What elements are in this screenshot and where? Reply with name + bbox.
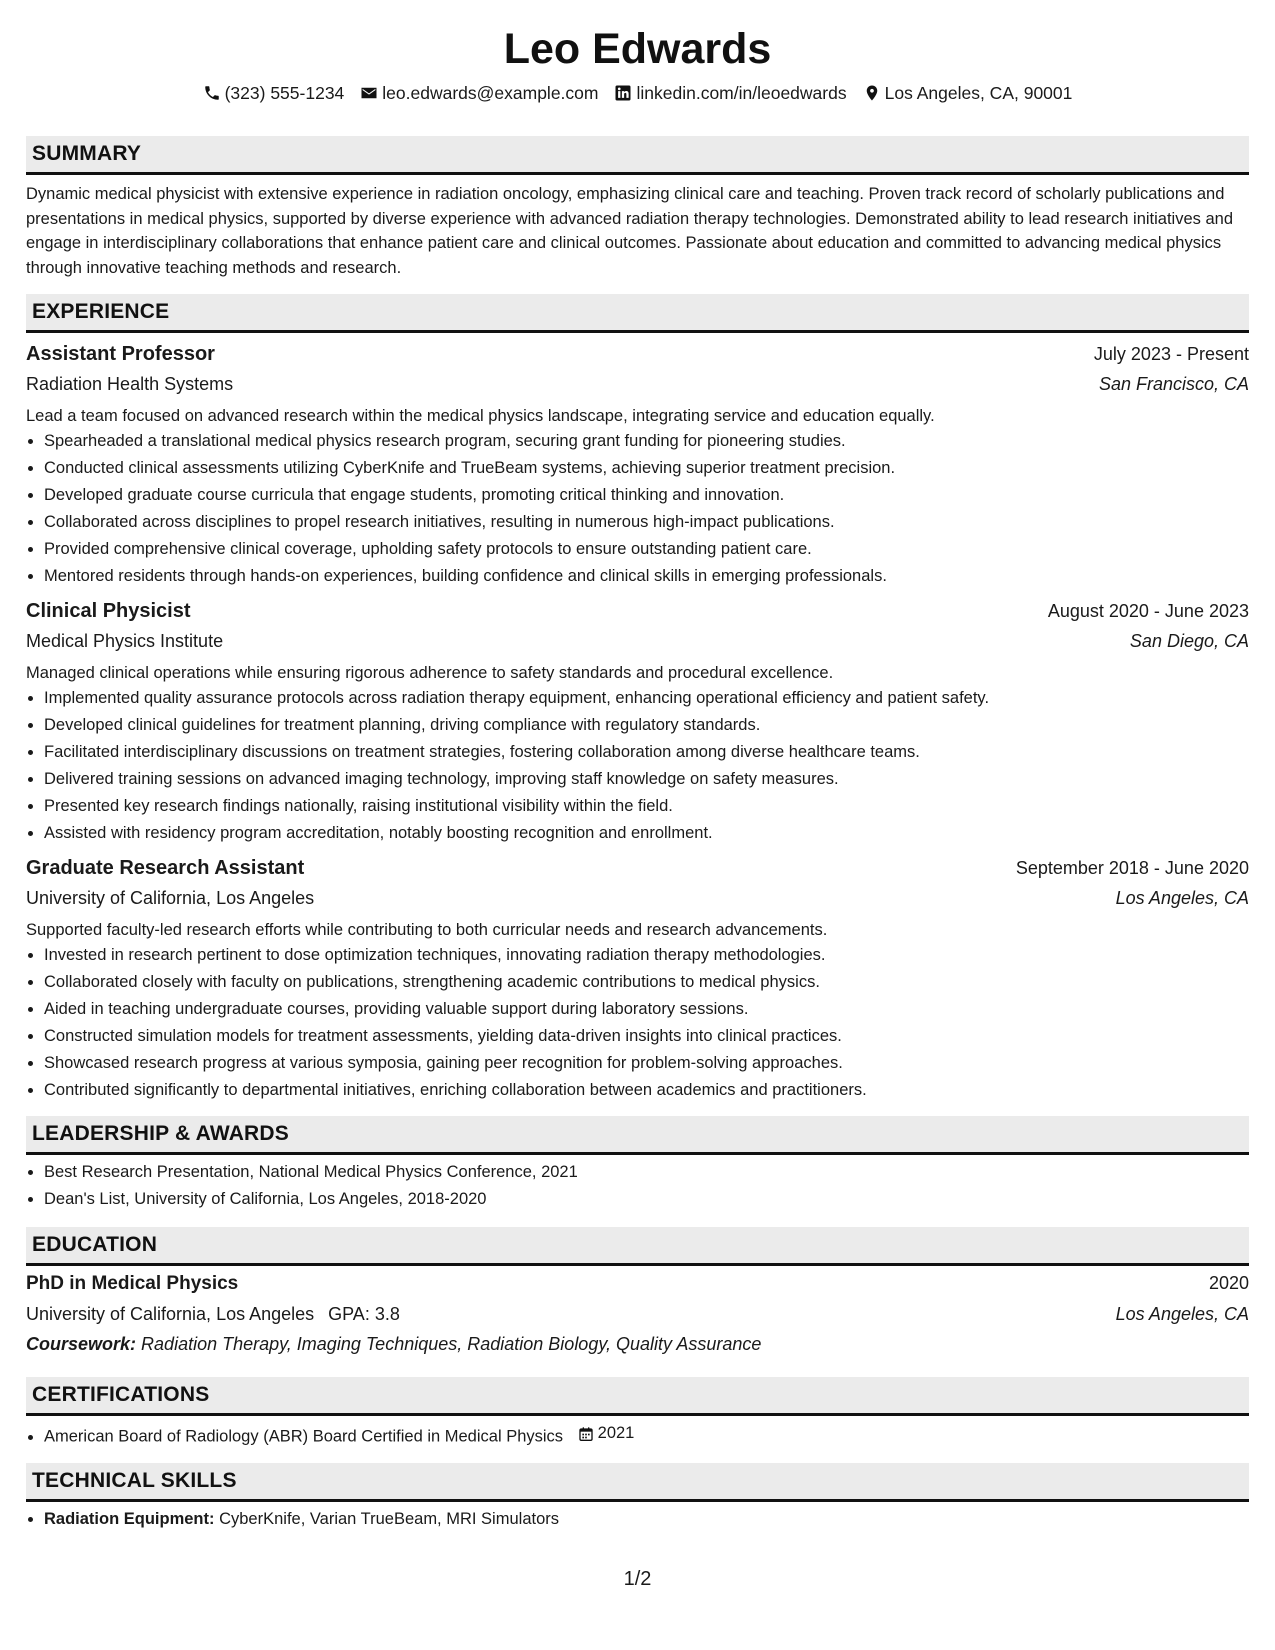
list-item — [44, 1420, 1249, 1451]
job-organization: Radiation Health Systems — [26, 374, 234, 394]
page-number: 1/2 — [623, 1568, 652, 1590]
phone-number: (323) 555-1234 — [224, 83, 345, 103]
job-dates: July 2023 - Present — [1093, 344, 1249, 364]
degree-title: PhD in Medical Physics — [26, 1273, 239, 1294]
email-address: leo.edwards@example.com — [382, 83, 599, 103]
envelope-icon — [360, 84, 378, 102]
skills-list — [26, 1506, 1249, 1533]
job-org-row — [26, 626, 1249, 656]
list-item: • Invested in research pertinent to dose optimization techniques, innovating radiation therapy methodologies. — [44, 942, 1249, 969]
experience-heading: EXPERIENCE — [26, 294, 1249, 333]
candidate-name: Leo Edwards — [503, 25, 772, 73]
contact-location — [863, 82, 1073, 104]
school-name: University of California, Los Angeles — [26, 1304, 315, 1324]
education-entry — [26, 1268, 1249, 1359]
school-row — [26, 1299, 1249, 1329]
leadership-list — [26, 1159, 1249, 1213]
job-entry — [26, 339, 1249, 590]
leadership-heading: LEADERSHIP & AWARDS — [26, 1116, 1249, 1155]
job-org-row — [26, 883, 1249, 913]
list-item: • Provided comprehensive clinical coverage, upholding safety protocols to ensure outstanding patient care. — [44, 536, 1249, 563]
job-bullets — [26, 942, 1249, 1104]
job-entry — [26, 596, 1249, 847]
linkedin-url: linkedin.com/in/leoedwards — [636, 83, 847, 103]
list-item: • Developed clinical guidelines for treatment planning, driving compliance with regulatory standards. — [44, 712, 1249, 739]
job-dates: September 2018 - June 2020 — [1015, 858, 1249, 878]
resume-page — [26, 26, 1249, 1533]
list-item: • Collaborated across disciplines to propel research initiatives, resulting in numerous high-impact publications. — [44, 509, 1249, 536]
contact-bar — [26, 82, 1249, 104]
list-item: • Presented key research findings nationally, raising institutional visibility within the field. — [44, 793, 1249, 820]
job-location: San Francisco, CA — [1098, 374, 1249, 394]
education-heading: EDUCATION — [26, 1227, 1249, 1266]
list-item: • Delivered training sessions on advanced imaging technology, improving staff knowledge on safety measures. — [44, 766, 1249, 793]
list-item: • Assisted with residency program accreditation, notably boosting recognition and enrollment. — [44, 820, 1249, 847]
linkedin-icon — [614, 84, 632, 102]
certification-name: American Board of Radiology (ABR) Board Certified in Medical Physics — [44, 1427, 564, 1446]
job-title: Assistant Professor — [26, 343, 215, 365]
summary-heading: SUMMARY — [26, 136, 1249, 175]
job-description: Managed clinical operations while ensuring rigorous adherence to safety standards and procedural excellence. — [26, 664, 834, 682]
job-title: Graduate Research Assistant — [26, 857, 305, 879]
list-item: • Spearheaded a translational medical physics research program, securing grant funding for pioneering studies. — [44, 428, 1249, 455]
list-item: • Collaborated closely with faculty on publications, strengthening academic contributions to medical physics. — [44, 969, 1249, 996]
list-item — [44, 1506, 1249, 1533]
job-title-row — [26, 596, 1249, 626]
contact-phone — [203, 82, 345, 104]
job-bullets — [26, 428, 1249, 590]
school-location: Los Angeles, CA — [1115, 1304, 1249, 1324]
list-item: • Conducted clinical assessments utilizing CyberKnife and TrueBeam systems, achieving superior treatment precision. — [44, 455, 1249, 482]
list-item: • Implemented quality assurance protocols across radiation therapy equipment, enhancing operational efficiency and patient safety. — [44, 685, 1249, 712]
contact-linkedin[interactable] — [614, 82, 846, 104]
job-dates: August 2020 - June 2023 — [1047, 601, 1249, 621]
job-bullets — [26, 685, 1249, 847]
certification-date — [578, 1420, 635, 1447]
job-location: Los Angeles, CA — [1115, 888, 1249, 908]
job-location: San Diego, CA — [1129, 631, 1249, 651]
phone-icon — [203, 84, 221, 102]
summary-text: Dynamic medical physicist with extensive experience in radiation oncology, emphasizing clinical care and teaching. Proven track record of scholarly publications and presentations in medical physics, supported by diverse experience with advanced radiation therapy technologies. Demonstrated ability to lead research initiatives and engage in interdisciplinary collaborations that enhance patient care and clinical outcomes. Passionate about education and committed to advancing medical physics through innovative teaching methods and research. — [26, 185, 1234, 277]
certifications-list — [26, 1420, 1249, 1451]
certification-year: 2021 — [597, 1424, 635, 1442]
degree-year: 2020 — [1208, 1273, 1249, 1293]
job-title-row — [26, 339, 1249, 369]
list-item: • Constructed simulation models for treatment assessments, yielding data-driven insights into clinical practices. — [44, 1023, 1249, 1050]
skills-heading: TECHNICAL SKILLS — [26, 1463, 1249, 1502]
coursework-label: Coursework: — [26, 1334, 137, 1354]
skill-values: CyberKnife, Varian TrueBeam, MRI Simulators — [219, 1509, 559, 1528]
contact-email[interactable] — [360, 82, 598, 104]
calendar-icon — [578, 1426, 594, 1442]
degree-row — [26, 1268, 1249, 1299]
skill-label: Radiation Equipment: — [44, 1509, 215, 1528]
list-item: • Aided in teaching undergraduate courses, providing valuable support during laboratory sessions. — [44, 996, 1249, 1023]
job-description: Supported faculty-led research efforts while contributing to both curricular needs and research advancements. — [26, 921, 828, 939]
list-item: • Developed graduate course curricula that engage students, promoting critical thinking and innovation. — [44, 482, 1249, 509]
job-org-row — [26, 369, 1249, 399]
gpa: GPA: 3.8 — [328, 1304, 400, 1324]
certifications-heading: CERTIFICATIONS — [26, 1377, 1249, 1416]
list-item: • Best Research Presentation, National Medical Physics Conference, 2021 — [44, 1159, 1249, 1186]
job-title: Clinical Physicist — [26, 600, 191, 622]
location-text: Los Angeles, CA, 90001 — [884, 83, 1073, 103]
coursework — [26, 1329, 1249, 1359]
job-description: Lead a team focused on advanced research within the medical physics landscape, integrating service and education equally. — [26, 407, 935, 425]
list-item: • Dean's List, University of California, Los Angeles, 2018-2020 — [44, 1186, 1249, 1213]
job-title-row — [26, 853, 1249, 883]
school-info — [26, 1299, 400, 1329]
job-organization: University of California, Los Angeles — [26, 888, 315, 908]
job-organization: Medical Physics Institute — [26, 631, 224, 651]
list-item: • Showcased research progress at various symposia, gaining peer recognition for problem-solving approaches. — [44, 1050, 1249, 1077]
job-entry — [26, 853, 1249, 1104]
list-item: • Contributed significantly to departmental initiatives, enriching collaboration between academics and practitioners. — [44, 1077, 1249, 1104]
list-item: • Mentored residents through hands-on experiences, building confidence and clinical skills in emerging professionals. — [44, 563, 1249, 590]
map-pin-icon — [863, 84, 881, 102]
coursework-list: Radiation Therapy, Imaging Techniques, Radiation Biology, Quality Assurance — [141, 1334, 762, 1354]
list-item: • Facilitated interdisciplinary discussions on treatment strategies, fostering collaboration among diverse healthcare teams. — [44, 739, 1249, 766]
